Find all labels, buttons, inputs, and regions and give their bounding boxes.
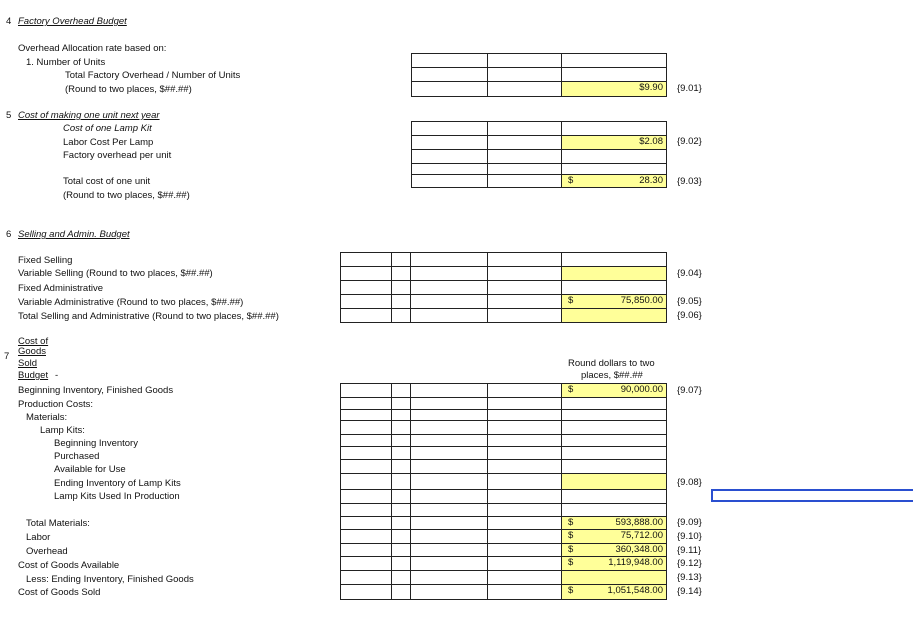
cell[interactable]: [340, 383, 392, 398]
dollar-sign: $: [568, 517, 574, 528]
cell[interactable]: [340, 459, 392, 474]
dollar-sign: $: [568, 295, 574, 306]
section-7-number: 7: [4, 351, 10, 362]
cell[interactable]: [391, 280, 411, 295]
s4-line-2: 1. Number of Units: [26, 57, 106, 68]
overhead-rate-cell[interactable]: [561, 81, 667, 97]
overhead-cell[interactable]: [561, 543, 667, 557]
cell[interactable]: [391, 503, 411, 517]
cell[interactable]: [391, 308, 411, 323]
section-6-number: 6: [6, 229, 12, 240]
cell[interactable]: [561, 459, 667, 474]
cell[interactable]: [561, 149, 667, 164]
total-materials-label: Total Materials:: [26, 518, 90, 529]
cell[interactable]: [391, 252, 411, 267]
total-materials-value: 593,888.00: [615, 517, 663, 528]
s7-title-line-2: Goods: [18, 346, 46, 357]
cell[interactable]: [411, 67, 488, 82]
beginning-inventory-cell[interactable]: [561, 383, 667, 398]
labor-value: 75,712.00: [620, 530, 663, 541]
s5-line-3: Factory overhead per unit: [63, 150, 172, 161]
cell[interactable]: [487, 489, 562, 504]
cell[interactable]: [410, 280, 488, 295]
ref-9-06: {9.06}: [677, 310, 702, 321]
cell[interactable]: [561, 489, 667, 504]
s7-title-line-1: Cost of: [18, 336, 49, 347]
s6-line-1: Fixed Selling: [18, 255, 73, 266]
ref-9-14: {9.14}: [677, 586, 702, 597]
s4-line-4: (Round to two places, $##.##): [65, 84, 192, 95]
dollar-sign: $: [568, 384, 574, 395]
ref-9-07: {9.07}: [677, 385, 702, 396]
materials-label: Materials:: [26, 412, 68, 423]
cell[interactable]: [391, 383, 411, 398]
ref-9-09: {9.09}: [677, 517, 702, 528]
dollar-sign: $: [568, 585, 574, 596]
s6-line-5: Total Selling and Administrative (Round to two places, $##.##): [18, 311, 279, 322]
cell[interactable]: [340, 556, 392, 571]
dollar-sign: $: [568, 544, 574, 555]
cell[interactable]: [487, 121, 562, 136]
section-4-number: 4: [6, 16, 12, 27]
overhead-rate-value: $9.90: [639, 82, 663, 93]
cell[interactable]: [391, 266, 411, 281]
cell[interactable]: [411, 121, 488, 136]
cell[interactable]: [391, 489, 411, 504]
cell[interactable]: [340, 584, 392, 600]
cell[interactable]: [411, 174, 488, 188]
ref-9-08: {9.08}: [677, 477, 702, 488]
cell[interactable]: [487, 420, 562, 435]
kits-used-label: Lamp Kits Used In Production: [54, 491, 180, 502]
s5-line-1: Cost of one Lamp Kit: [63, 123, 152, 134]
cost-goods-available-cell[interactable]: [561, 556, 667, 571]
ending-inventory-kits-label: Ending Inventory of Lamp Kits: [54, 478, 181, 489]
cell[interactable]: [487, 516, 562, 530]
cell[interactable]: [410, 556, 488, 571]
purchased-label: Purchased: [54, 451, 100, 462]
s6-line-4: Variable Administrative (Round to two places, $##.##): [18, 297, 244, 308]
labor-label: Labor: [26, 532, 51, 543]
ref-9-02: {9.02}: [677, 136, 702, 147]
cell[interactable]: [410, 252, 488, 267]
cell[interactable]: [487, 294, 562, 309]
dollar-sign: $: [568, 557, 574, 568]
less-ending-inventory-label: Less: Ending Inventory, Finished Goods: [26, 574, 194, 585]
cell[interactable]: [487, 556, 562, 571]
cell[interactable]: [391, 556, 411, 571]
cell[interactable]: [487, 570, 562, 585]
cell[interactable]: [410, 473, 488, 490]
cell[interactable]: [410, 308, 488, 323]
s6-line-3: Fixed Administrative: [18, 283, 104, 294]
s5-line-2: Labor Cost Per Lamp: [63, 137, 154, 148]
cell[interactable]: [391, 584, 411, 600]
cell[interactable]: [561, 252, 667, 267]
cell[interactable]: [391, 516, 411, 530]
ref-9-03: {9.03}: [677, 176, 702, 187]
cell[interactable]: [391, 570, 411, 585]
ref-9-10: {9.10}: [677, 531, 702, 542]
variable-selling-cell[interactable]: [561, 266, 667, 281]
cell[interactable]: [561, 503, 667, 517]
cell[interactable]: [487, 135, 562, 150]
cell[interactable]: [340, 294, 392, 309]
cell[interactable]: [410, 266, 488, 281]
cell[interactable]: [340, 308, 392, 323]
selected-cell-outline[interactable]: [711, 489, 913, 502]
cell[interactable]: [487, 67, 562, 82]
ending-inventory-kits-cell[interactable]: [561, 473, 667, 490]
cell[interactable]: [487, 459, 562, 474]
ref-9-13: {9.13}: [677, 572, 702, 583]
cell[interactable]: [487, 53, 562, 68]
cell[interactable]: [561, 280, 667, 295]
total-unit-cost-cell[interactable]: [561, 174, 667, 188]
total-materials-cell[interactable]: [561, 516, 667, 530]
dollar-sign: $: [568, 175, 574, 186]
variable-admin-value: 75,850.00: [620, 295, 663, 306]
round-note-line-1: Round dollars to two: [568, 358, 655, 369]
cell[interactable]: [487, 473, 562, 490]
cell[interactable]: [340, 543, 392, 557]
cost-goods-available-label: Cost of Goods Available: [18, 560, 120, 571]
beg-inventory-label: Beginning Inventory: [54, 438, 138, 449]
cell[interactable]: [561, 53, 667, 68]
cell[interactable]: [487, 529, 562, 544]
cell[interactable]: [340, 473, 392, 490]
cell[interactable]: [561, 446, 667, 460]
labor-cost-value: $2.08: [639, 136, 663, 147]
cell[interactable]: [410, 446, 488, 460]
beginning-inventory-label: Beginning Inventory, Finished Goods: [18, 385, 174, 396]
cell[interactable]: [410, 543, 488, 557]
beginning-inventory-value: 90,000.00: [620, 384, 663, 395]
section-4-title: Factory Overhead Budget: [18, 16, 127, 27]
s4-line-3: Total Factory Overhead / Number of Units: [65, 70, 241, 81]
s5-line-4: Total cost of one unit: [63, 176, 151, 187]
ref-9-11: {9.11}: [677, 545, 702, 556]
ref-9-05: {9.05}: [677, 296, 702, 307]
cell[interactable]: [391, 294, 411, 309]
section-5-number: 5: [6, 110, 12, 121]
cell[interactable]: [391, 420, 411, 435]
s4-line-1: Overhead Allocation rate based on:: [18, 43, 167, 54]
cell[interactable]: [487, 81, 562, 97]
cell[interactable]: [340, 420, 392, 435]
cogs-cell[interactable]: [561, 584, 667, 600]
s7-title-dash: -: [55, 370, 59, 381]
cell[interactable]: [410, 420, 488, 435]
cell[interactable]: [340, 252, 392, 267]
total-unit-cost-value: 28.30: [639, 175, 663, 186]
section-5-title: Cost of making one unit next year: [18, 110, 160, 121]
cell[interactable]: [410, 383, 488, 398]
cell[interactable]: [487, 543, 562, 557]
cost-goods-available-value: 1,119,948.00: [608, 557, 663, 568]
cell[interactable]: [391, 473, 411, 490]
cell[interactable]: [487, 174, 562, 188]
s6-line-2: Variable Selling (Round to two places, $##.##): [18, 268, 213, 279]
overhead-label: Overhead: [26, 546, 68, 557]
cell[interactable]: [410, 503, 488, 517]
s5-line-5: (Round to two places, $##.##): [63, 190, 190, 201]
cell[interactable]: [411, 53, 488, 68]
cell[interactable]: [487, 308, 562, 323]
section-6-title: Selling and Admin. Budget: [18, 229, 130, 240]
cell[interactable]: [391, 446, 411, 460]
ref-9-04: {9.04}: [677, 268, 702, 279]
cell[interactable]: [487, 280, 562, 295]
cogs-value: 1,051,548.00: [607, 585, 663, 596]
cell[interactable]: [411, 135, 488, 150]
cell[interactable]: [410, 459, 488, 474]
cell[interactable]: [410, 570, 488, 585]
cell[interactable]: [487, 266, 562, 281]
s7-title-line-4: Budget: [18, 370, 49, 381]
cell[interactable]: [487, 584, 562, 600]
variable-admin-cell[interactable]: [561, 294, 667, 309]
cell[interactable]: [410, 516, 488, 530]
cell[interactable]: [487, 446, 562, 460]
cell[interactable]: [410, 489, 488, 504]
round-note-line-2: places, $##.##: [581, 370, 643, 381]
s7-title-line-3: Sold: [18, 358, 38, 369]
ref-9-01: {9.01}: [677, 83, 702, 94]
cell[interactable]: [561, 67, 667, 82]
cell[interactable]: [561, 121, 667, 136]
cell[interactable]: [391, 459, 411, 474]
dollar-sign: $: [568, 530, 574, 541]
cogs-label: Cost of Goods Sold: [18, 587, 101, 598]
lamp-kits-label: Lamp Kits:: [40, 425, 85, 436]
cell[interactable]: [410, 584, 488, 600]
cell[interactable]: [340, 446, 392, 460]
total-selling-admin-cell[interactable]: [561, 308, 667, 323]
labor-cell[interactable]: [561, 529, 667, 544]
cell[interactable]: [391, 529, 411, 544]
cell[interactable]: [411, 81, 488, 97]
cell[interactable]: [340, 529, 392, 544]
cell[interactable]: [391, 543, 411, 557]
cell[interactable]: [340, 503, 392, 517]
cell[interactable]: [561, 420, 667, 435]
less-ending-inventory-cell[interactable]: [561, 570, 667, 585]
cell[interactable]: [410, 529, 488, 544]
cell[interactable]: [340, 516, 392, 530]
available-label: Available for Use: [54, 464, 126, 475]
overhead-value: 360,348.00: [615, 544, 663, 555]
cell[interactable]: [340, 266, 392, 281]
cell[interactable]: [487, 149, 562, 164]
labor-cost-cell[interactable]: [561, 135, 667, 150]
cell[interactable]: [340, 570, 392, 585]
cell[interactable]: [411, 149, 488, 164]
cell[interactable]: [487, 383, 562, 398]
production-costs-label: Production Costs:: [18, 399, 93, 410]
cell[interactable]: [410, 294, 488, 309]
cell[interactable]: [487, 252, 562, 267]
ref-9-12: {9.12}: [677, 558, 702, 569]
cell[interactable]: [340, 489, 392, 504]
cell[interactable]: [487, 503, 562, 517]
cell[interactable]: [340, 280, 392, 295]
